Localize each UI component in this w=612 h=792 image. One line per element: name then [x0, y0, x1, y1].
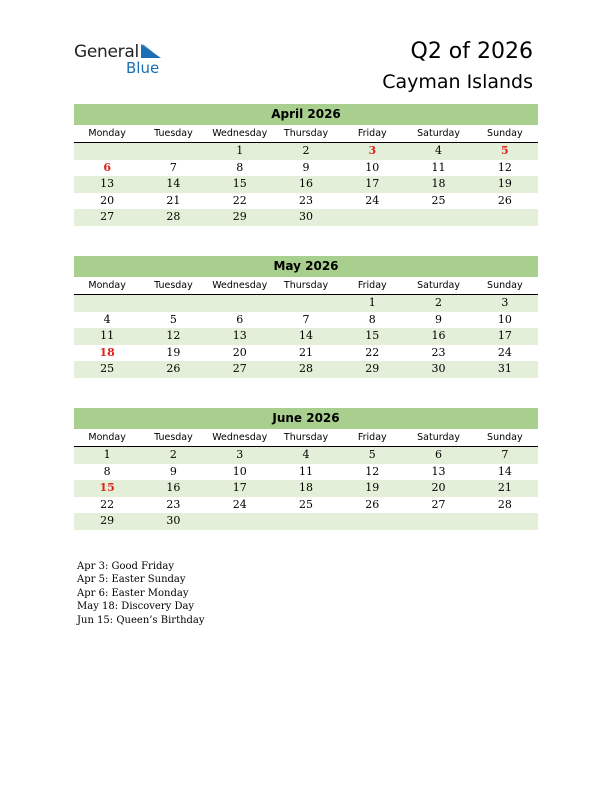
holiday-note: Apr 6: Easter Monday	[77, 587, 189, 599]
week-row	[74, 209, 538, 226]
logo-flag-icon	[141, 44, 163, 60]
week-row	[74, 328, 538, 345]
empty-day-cell	[140, 295, 206, 312]
day-cell: 26	[365, 497, 380, 511]
day-cell: 23	[298, 193, 313, 207]
day-cell: 30	[298, 210, 313, 223]
weekday-label: Sunday	[487, 432, 523, 443]
day-cell: 13	[232, 329, 247, 342]
week-row	[74, 361, 538, 378]
day-cell: 25	[298, 497, 313, 511]
day-cell: 2	[169, 448, 177, 461]
day-cell: 3	[368, 144, 377, 157]
holiday-notes	[77, 560, 205, 627]
day-cell: 4	[103, 312, 111, 326]
day-cell: 14	[497, 464, 512, 478]
day-cell: 29	[100, 514, 115, 527]
week-row	[74, 143, 538, 160]
day-cell: 12	[166, 329, 181, 342]
day-cell: 31	[497, 362, 512, 375]
day-cell: 9	[302, 160, 310, 174]
weekday-label: Saturday	[417, 280, 460, 291]
day-cell: 3	[236, 448, 244, 461]
week-row	[74, 464, 538, 481]
day-cell: 5	[368, 448, 376, 461]
day-cell: 16	[298, 177, 313, 190]
empty-day-cell	[339, 513, 405, 530]
day-cell: 24	[497, 345, 512, 359]
day-cell: 19	[365, 481, 380, 494]
day-cell: 12	[497, 160, 512, 174]
day-cell: 25	[431, 193, 446, 207]
empty-day-cell	[207, 513, 273, 530]
month-title: April 2026	[74, 104, 538, 125]
day-cell: 19	[166, 345, 181, 359]
weekday-label: Thursday	[283, 128, 329, 139]
day-cell: 22	[365, 345, 380, 359]
day-cell: 21	[166, 193, 181, 207]
week-row	[74, 480, 538, 497]
day-cell: 24	[232, 497, 247, 511]
day-cell: 13	[100, 177, 115, 190]
day-cell: 20	[431, 481, 446, 494]
weekday-label: Monday	[88, 432, 126, 443]
weekday-label: Friday	[357, 432, 387, 443]
empty-day-cell	[74, 295, 140, 312]
weekday-label: Monday	[88, 128, 126, 139]
day-cell: 15	[365, 329, 380, 342]
day-cell: 27	[431, 497, 446, 511]
day-cell: 19	[497, 177, 512, 190]
logo-text-blue: Blue	[126, 59, 160, 77]
day-cell: 6	[435, 448, 443, 461]
day-cell: 8	[368, 312, 376, 326]
day-cell: 11	[100, 329, 115, 342]
weekday-label: Sunday	[487, 280, 523, 291]
day-cell: 6	[103, 160, 111, 174]
day-cell: 7	[169, 160, 177, 174]
weekday-label: Friday	[357, 128, 387, 139]
weekday-header-row	[74, 429, 538, 447]
week-row	[74, 497, 538, 514]
day-cell: 11	[431, 160, 446, 174]
empty-day-cell	[405, 209, 471, 226]
day-cell: 17	[232, 481, 247, 494]
day-cell: 1	[103, 448, 111, 461]
weekday-label: Tuesday	[154, 280, 193, 291]
day-cell: 29	[365, 362, 380, 375]
day-cell: 24	[365, 193, 380, 207]
day-cell: 22	[100, 497, 115, 511]
weekday-label: Monday	[88, 280, 126, 291]
day-cell: 3	[501, 296, 509, 309]
weekday-header-row	[74, 277, 538, 295]
day-cell: 20	[232, 345, 247, 359]
week-row	[74, 345, 538, 362]
day-cell: 17	[497, 329, 512, 342]
weekday-label: Thursday	[283, 280, 329, 291]
day-cell: 8	[103, 464, 111, 478]
day-cell: 9	[435, 312, 443, 326]
holiday-note: Apr 3: Good Friday	[77, 561, 175, 572]
day-cell: 5	[169, 312, 177, 326]
day-cell: 28	[497, 497, 512, 511]
week-row	[74, 513, 538, 530]
empty-day-cell	[405, 513, 471, 530]
day-cell: 1	[368, 296, 376, 309]
day-cell: 6	[236, 312, 244, 326]
day-cell: 13	[431, 464, 446, 478]
day-cell: 2	[302, 144, 310, 157]
day-cell: 1	[236, 144, 244, 157]
empty-day-cell	[74, 143, 140, 160]
logo-text-general: General	[74, 42, 139, 62]
empty-day-cell	[472, 513, 538, 530]
week-row	[74, 193, 538, 210]
day-cell: 18	[431, 177, 446, 190]
day-cell: 4	[302, 448, 310, 461]
day-cell: 17	[365, 177, 380, 190]
day-cell: 23	[166, 497, 181, 511]
weekday-label: Saturday	[417, 432, 460, 443]
day-cell: 27	[100, 210, 115, 223]
weekday-label: Tuesday	[154, 432, 193, 443]
day-cell: 14	[298, 329, 313, 342]
day-cell: 10	[497, 312, 512, 326]
day-cell: 8	[236, 160, 244, 174]
day-cell: 28	[166, 210, 181, 223]
month-title: May 2026	[74, 256, 538, 277]
day-cell: 21	[298, 345, 313, 359]
empty-day-cell	[339, 209, 405, 226]
day-cell: 7	[302, 312, 310, 326]
empty-day-cell	[273, 295, 339, 312]
day-cell: 10	[232, 464, 247, 478]
month-april	[74, 104, 538, 226]
day-cell: 22	[232, 193, 247, 207]
day-cell: 2	[435, 296, 443, 309]
weekday-header-row	[74, 125, 538, 143]
week-row	[74, 176, 538, 193]
day-cell: 7	[501, 448, 509, 461]
day-cell: 11	[298, 464, 313, 478]
week-row	[74, 295, 538, 312]
month-june	[74, 408, 538, 530]
day-cell: 16	[431, 329, 446, 342]
day-cell: 30	[166, 514, 181, 527]
week-row	[74, 447, 538, 464]
page-subtitle: Cayman Islands	[382, 71, 533, 93]
day-cell: 23	[431, 345, 446, 359]
day-cell: 14	[166, 177, 181, 190]
day-cell: 15	[99, 481, 115, 494]
holiday-note: Jun 15: Queen’s Birthday	[77, 614, 205, 626]
weekday-label: Thursday	[283, 432, 329, 443]
day-cell: 18	[99, 345, 115, 359]
page-title: Q2 of 2026	[410, 39, 533, 64]
day-cell: 26	[166, 362, 181, 375]
day-cell: 12	[365, 464, 380, 478]
week-row	[74, 160, 538, 177]
day-cell: 18	[298, 481, 313, 494]
day-cell: 26	[497, 193, 512, 207]
day-cell: 4	[435, 144, 443, 157]
day-cell: 5	[501, 144, 509, 157]
empty-day-cell	[472, 209, 538, 226]
month-title: June 2026	[74, 408, 538, 429]
day-cell: 10	[365, 160, 380, 174]
week-row	[74, 312, 538, 329]
weekday-label: Tuesday	[154, 128, 193, 139]
weekday-label: Sunday	[487, 128, 523, 139]
day-cell: 29	[232, 210, 247, 223]
day-cell: 25	[100, 362, 115, 375]
weekday-label: Wednesday	[212, 432, 268, 443]
weekday-label: Wednesday	[212, 280, 268, 291]
day-cell: 15	[232, 177, 247, 190]
month-may	[74, 256, 538, 378]
day-cell: 9	[169, 464, 177, 478]
empty-day-cell	[140, 143, 206, 160]
empty-day-cell	[207, 295, 273, 312]
empty-day-cell	[273, 513, 339, 530]
weekday-label: Saturday	[417, 128, 460, 139]
day-cell: 27	[232, 362, 247, 375]
holiday-note: Apr 5: Easter Sunday	[77, 574, 186, 586]
day-cell: 16	[166, 481, 181, 494]
day-cell: 21	[497, 481, 512, 494]
day-cell: 20	[100, 193, 115, 207]
holiday-note: May 18: Discovery Day	[77, 601, 195, 613]
weekday-label: Wednesday	[212, 128, 268, 139]
day-cell: 28	[298, 362, 313, 375]
day-cell: 30	[431, 362, 446, 375]
weekday-label: Friday	[357, 280, 387, 291]
